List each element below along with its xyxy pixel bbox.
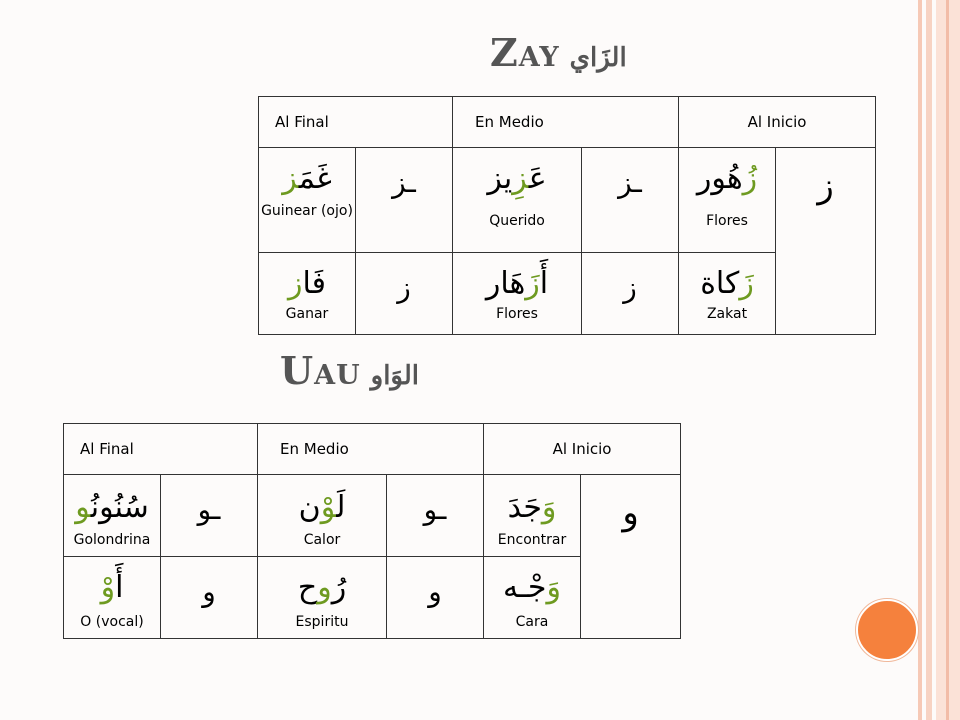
initial-example-cell bbox=[679, 148, 776, 253]
word-meaning: Cara bbox=[515, 614, 549, 630]
arabic-word: غَمَز bbox=[282, 161, 332, 196]
final-example-cell bbox=[259, 148, 356, 253]
arabic-word: وَجْـه bbox=[503, 570, 561, 605]
arabic-word: زُهُور bbox=[696, 161, 758, 196]
final-example-cell bbox=[64, 475, 161, 557]
arabic-word: أَوْ bbox=[100, 570, 124, 605]
arabic-word: وَجَدَ bbox=[507, 490, 557, 525]
zay-title bbox=[490, 30, 627, 75]
initial-example-cell bbox=[484, 557, 581, 639]
initial-example-cell bbox=[484, 475, 581, 557]
middle-example-cell bbox=[453, 253, 582, 335]
arabic-word: عَزِيز bbox=[487, 161, 547, 196]
middle-form-cell bbox=[582, 253, 679, 335]
letter-form: ز bbox=[623, 271, 637, 304]
arabic-word: فَاز bbox=[288, 266, 326, 301]
word-meaning: Calor bbox=[303, 532, 341, 548]
final-form-cell bbox=[356, 253, 453, 335]
isolated-letter: ز bbox=[817, 166, 834, 206]
header-en-medio: En Medio bbox=[258, 424, 484, 475]
word-meaning: Flores bbox=[706, 213, 748, 229]
table-row bbox=[64, 475, 681, 557]
word-meaning: Querido bbox=[489, 213, 545, 229]
arabic-word: لَوْن bbox=[298, 490, 346, 525]
header-al-inicio: Al Inicio bbox=[484, 424, 681, 475]
decor-stripe bbox=[946, 0, 949, 720]
table-header-row bbox=[64, 424, 681, 475]
final-example-cell bbox=[64, 557, 161, 639]
decor-stripe bbox=[918, 0, 922, 720]
letter-form: ـز bbox=[392, 166, 416, 199]
zay-title-latin: Zay bbox=[490, 30, 560, 75]
decor-stripe bbox=[926, 0, 932, 720]
letter-form: ـو bbox=[197, 493, 221, 526]
middle-example-cell bbox=[453, 148, 582, 253]
letter-form: ـو bbox=[423, 493, 447, 526]
arabic-word: زَكاة bbox=[700, 266, 754, 301]
word-meaning: Golondrina bbox=[73, 532, 151, 548]
header-al-final: Al Final bbox=[259, 97, 453, 148]
word-meaning: Flores bbox=[496, 306, 538, 322]
isolated-letter-cell bbox=[776, 148, 876, 335]
word-meaning: Zakat bbox=[706, 306, 748, 322]
word-meaning: O (vocal) bbox=[80, 614, 144, 630]
header-en-medio: En Medio bbox=[453, 97, 679, 148]
uau-title-latin: Uau bbox=[280, 348, 361, 393]
uau-title bbox=[280, 348, 419, 393]
table-header-row bbox=[259, 97, 876, 148]
arabic-word: أَزَهَار bbox=[485, 266, 549, 301]
letter-form: و bbox=[428, 575, 442, 608]
letter-form: ز bbox=[397, 271, 411, 304]
isolated-letter-cell bbox=[581, 475, 681, 639]
middle-example-cell bbox=[258, 475, 387, 557]
isolated-letter: و bbox=[622, 493, 639, 533]
final-form-cell bbox=[161, 557, 258, 639]
header-al-final: Al Final bbox=[64, 424, 258, 475]
final-example-cell bbox=[259, 253, 356, 335]
letter-form: ـز bbox=[618, 166, 642, 199]
word-meaning: Encontrar bbox=[497, 532, 567, 548]
header-al-inicio: Al Inicio bbox=[679, 97, 876, 148]
middle-form-cell bbox=[387, 557, 484, 639]
letter-form: و bbox=[202, 575, 216, 608]
orange-circle-decoration bbox=[856, 599, 918, 661]
uau-table bbox=[63, 423, 681, 639]
arabic-word: رُوح bbox=[297, 570, 347, 605]
table-row bbox=[259, 148, 876, 253]
middle-form-cell bbox=[387, 475, 484, 557]
word-meaning: Guinear (ojo) bbox=[261, 203, 353, 219]
middle-form-cell bbox=[582, 148, 679, 253]
word-meaning: Espiritu bbox=[295, 614, 349, 630]
word-meaning: Ganar bbox=[285, 306, 329, 322]
zay-table bbox=[258, 96, 876, 335]
final-form-cell bbox=[356, 148, 453, 253]
zay-title-arabic: الزَاي bbox=[569, 43, 627, 73]
uau-title-arabic: الوَاو bbox=[370, 361, 419, 391]
arabic-word: سُنُونُو bbox=[75, 490, 149, 525]
middle-example-cell bbox=[258, 557, 387, 639]
initial-example-cell bbox=[679, 253, 776, 335]
final-form-cell bbox=[161, 475, 258, 557]
